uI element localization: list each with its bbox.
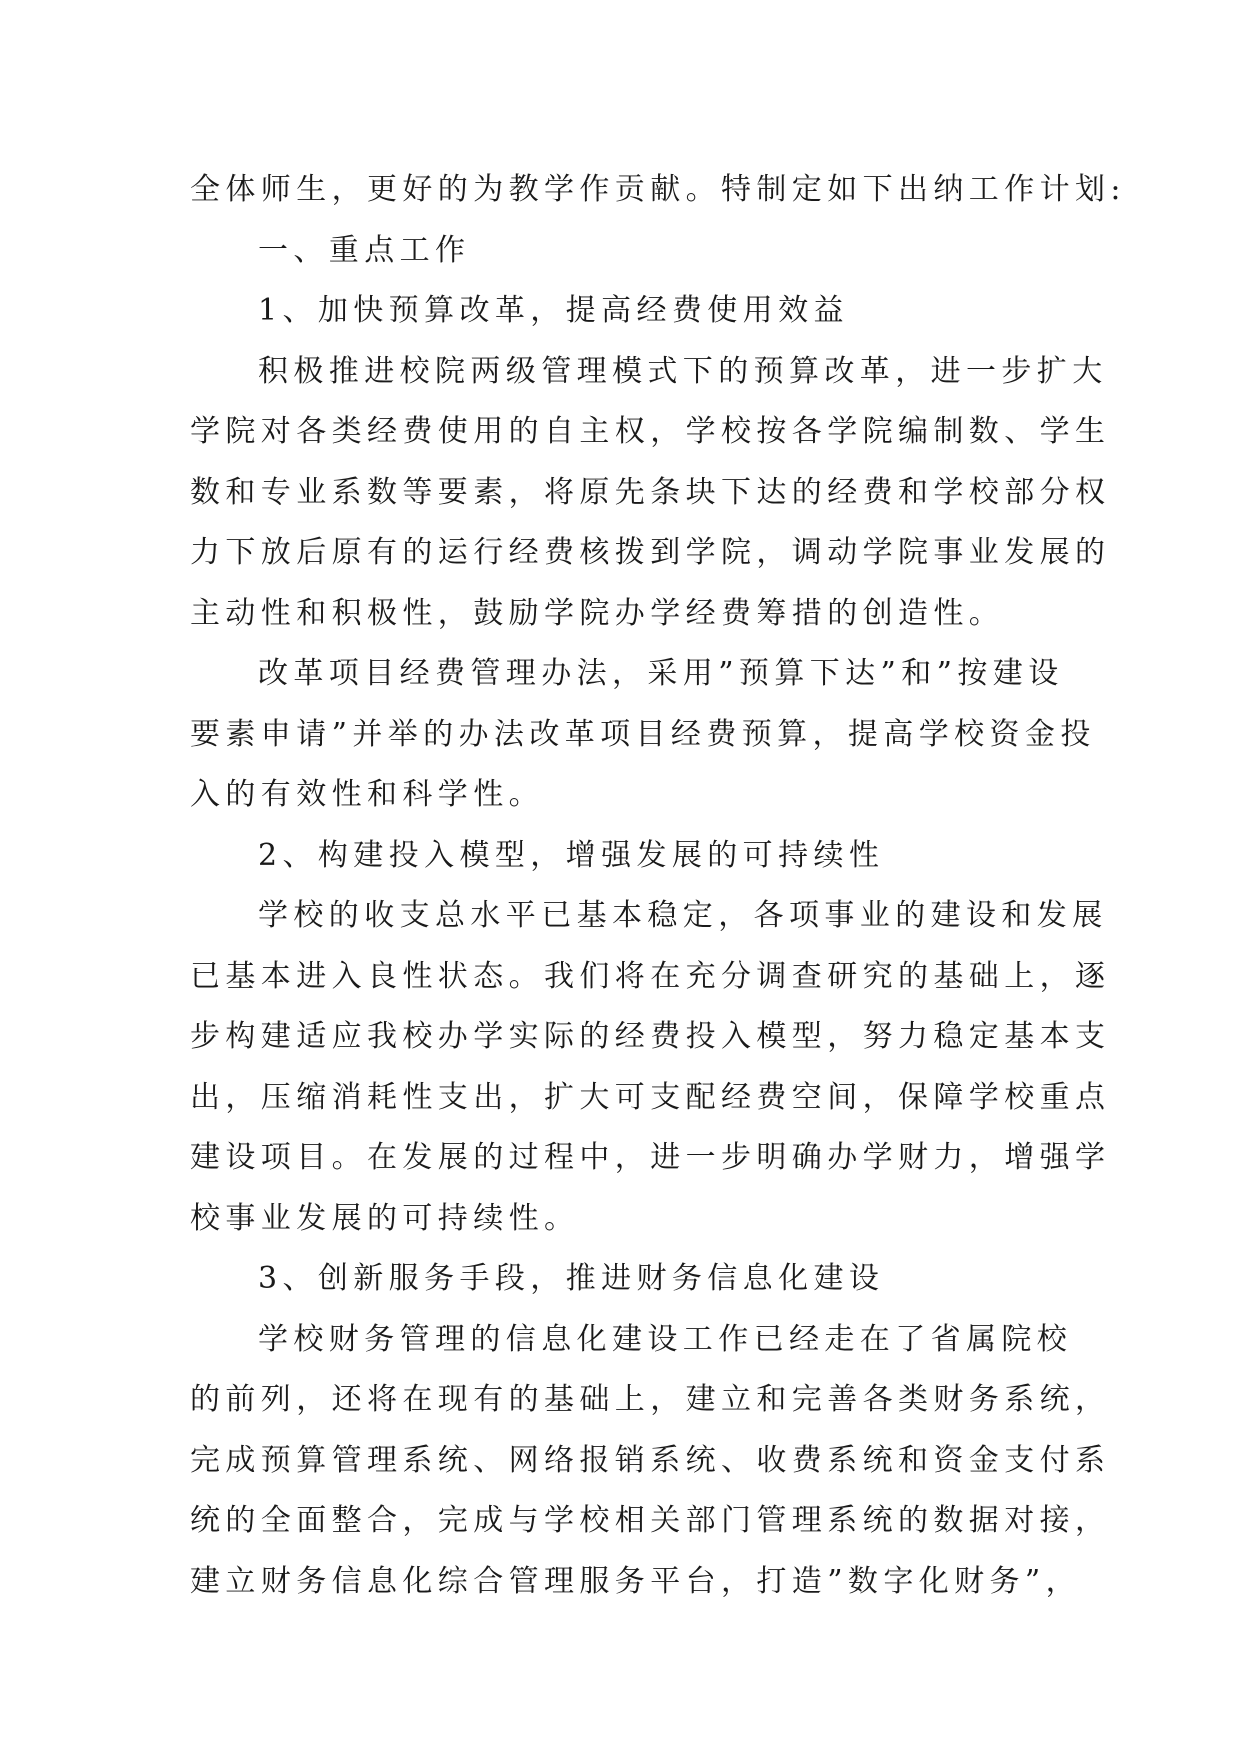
paragraph-line: 要素申请”并举的办法改革项目经费预算，提高学校资金投 bbox=[190, 716, 1096, 752]
paragraph-line: 步构建适应我校办学实际的经费投入模型，努力稳定基本支 bbox=[190, 1019, 1111, 1054]
paragraph-line: 统的全面整合，完成与学校相关部门管理系统的数据对接， bbox=[190, 1503, 1111, 1538]
paragraph-line: 主动性和积极性，鼓励学院办学经费筹措的创造性。 bbox=[190, 595, 1005, 631]
paragraph-line: 已基本进入良性状态。我们将在充分调查研究的基础上，逐 bbox=[190, 958, 1111, 994]
paragraph-line: 的前列，还将在现有的基础上，建立和完善各类财务系统， bbox=[190, 1382, 1111, 1417]
subsection-heading: 2、构建投入模型，增强发展的可持续性 bbox=[258, 837, 885, 873]
paragraph-line: 学校财务管理的信息化建设工作已经走在了省属院校 bbox=[258, 1321, 1073, 1357]
subsection-heading: 3、创新服务手段，推进财务信息化建设 bbox=[258, 1261, 885, 1296]
paragraph-line: 改革项目经费管理办法，采用”预算下达”和”按建设 bbox=[258, 656, 1064, 691]
paragraph-line: 建设项目。在发展的过程中，进一步明确办学财力，增强学 bbox=[190, 1140, 1111, 1175]
text-line: 全体师生，更好的为教学作贡献。特制定如下出纳工作计划: bbox=[190, 172, 1126, 207]
subsection-heading: 1、加快预算改革，提高经费使用效益 bbox=[258, 293, 849, 328]
paragraph-line: 学校的收支总水平已基本稳定，各项事业的建设和发展 bbox=[258, 898, 1108, 933]
paragraph-line: 校事业发展的可持续性。 bbox=[190, 1200, 580, 1236]
paragraph-line: 数和专业系数等要素，将原先条块下达的经费和学校部分权 bbox=[190, 474, 1111, 510]
paragraph-line: 学院对各类经费使用的自主权，学校按各学院编制数、学生 bbox=[190, 414, 1111, 449]
section-heading: 一、重点工作 bbox=[258, 232, 471, 268]
paragraph-line: 入的有效性和科学性。 bbox=[190, 777, 544, 812]
paragraph-line: 积极推进校院两级管理模式下的预算改革，进一步扩大 bbox=[258, 353, 1108, 389]
paragraph-line: 力下放后原有的运行经费核拨到学院，调动学院事业发展的 bbox=[190, 535, 1111, 570]
document-body bbox=[190, 160, 1126, 1612]
paragraph-line: 建立财务信息化综合管理服务平台，打造”数字化财务”， bbox=[190, 1563, 1082, 1599]
paragraph-line: 出，压缩消耗性支出，扩大可支配经费空间，保障学校重点 bbox=[190, 1079, 1111, 1115]
paragraph-line: 完成预算管理系统、网络报销系统、收费系统和资金支付系 bbox=[190, 1442, 1111, 1478]
